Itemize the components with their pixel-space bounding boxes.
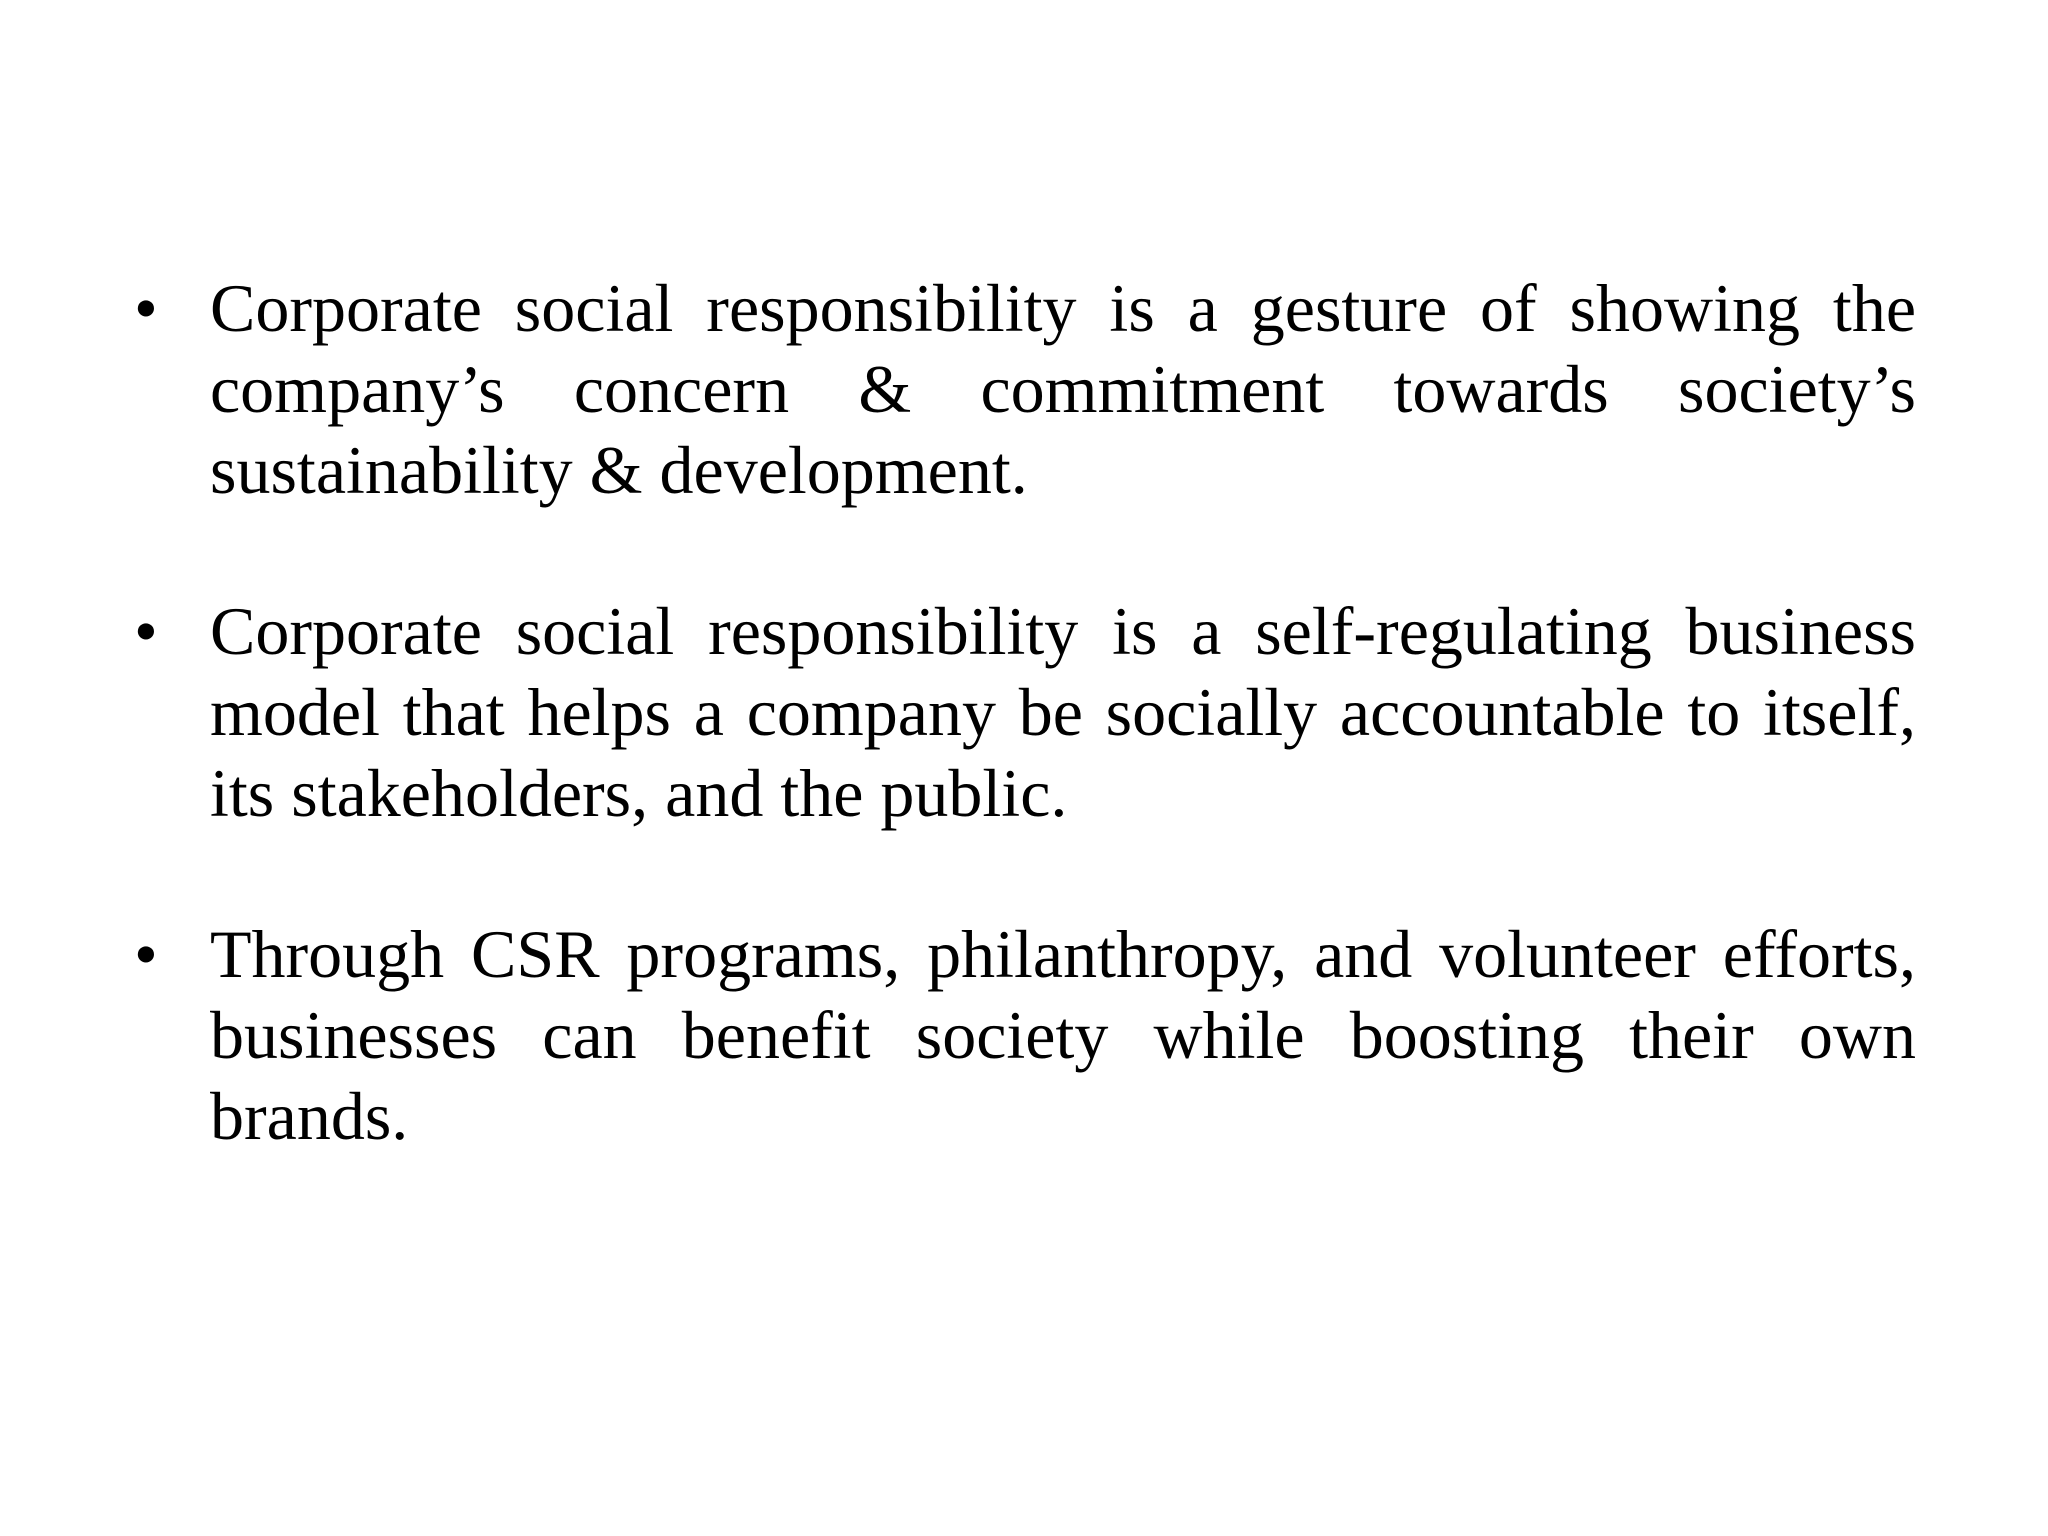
- bullet-icon: •: [134, 270, 158, 346]
- bullet-icon: •: [134, 916, 158, 992]
- bullet-text-1: Corporate social responsibility is a gesture of showing the company’s concern & commitment towards society’s sustainability & development.: [210, 270, 1916, 508]
- bullet-item-1: [134, 268, 1916, 511]
- bullet-item-2: [134, 591, 1916, 834]
- bullet-text-3: Through CSR programs, philanthropy, and volunteer efforts, businesses can benefit society while boosting their own brands.: [210, 916, 1916, 1154]
- bullet-icon: •: [134, 593, 158, 669]
- bullet-list: [134, 268, 1916, 1237]
- bullet-text-2: Corporate social responsibility is a self-regulating business model that helps a company be socially accountable to itself, its stakeholders, and the public.: [210, 593, 1916, 831]
- bullet-item-3: [134, 914, 1916, 1157]
